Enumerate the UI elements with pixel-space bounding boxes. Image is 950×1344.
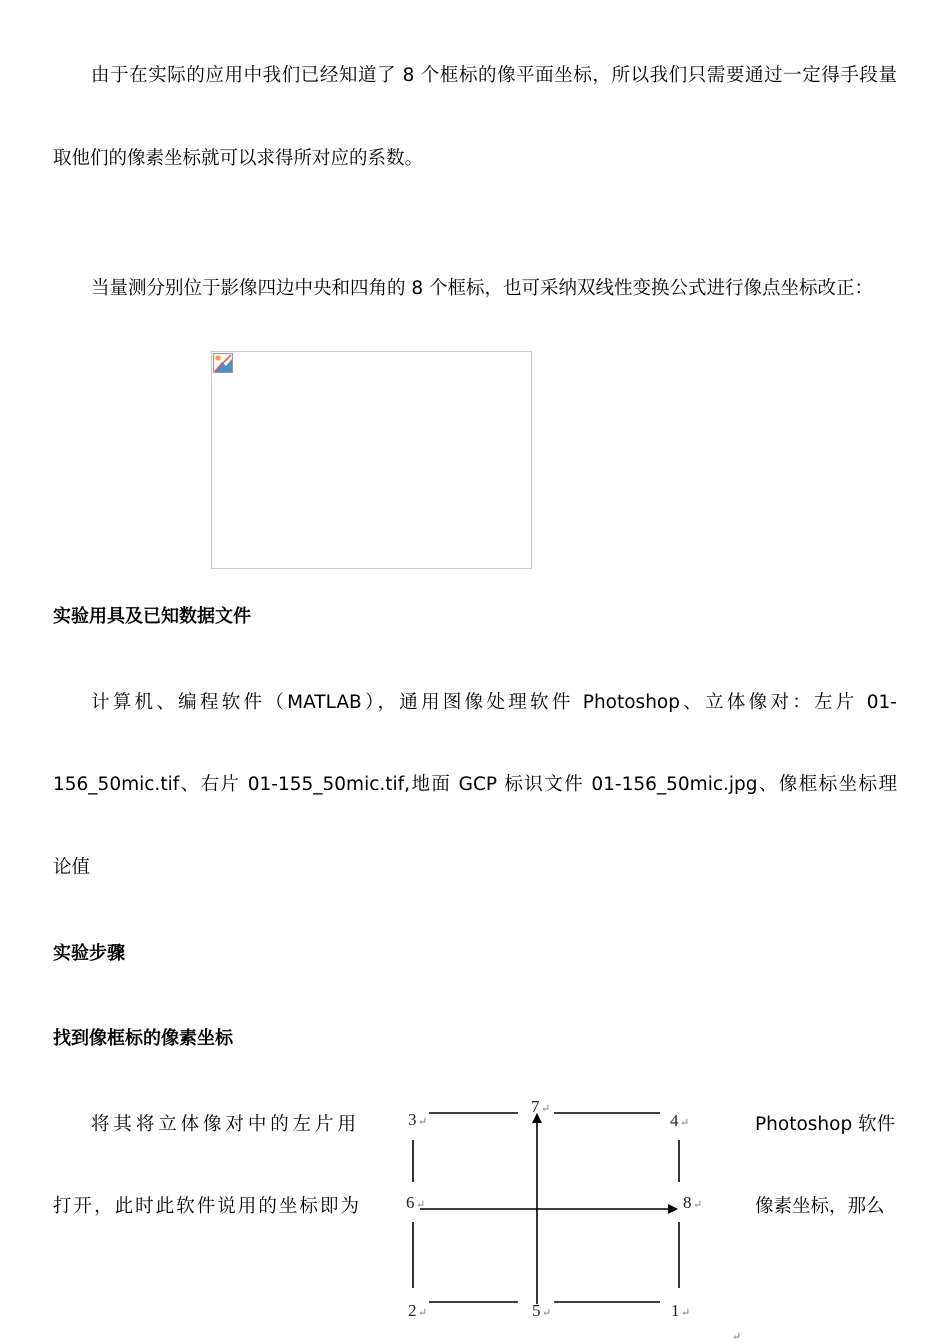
paragraph-3-line-3: 论值 [53,857,91,878]
heading-steps: 实验步骤 [53,943,125,964]
fiducial-label-8: 8 [683,1193,692,1212]
paragraph-4-left-line-2: 打开，此时此软件说用的坐标即为 [53,1196,359,1217]
paragraph-1-line-2: 取他们的像素坐标就可以求得所对应的系数。 [53,148,424,169]
return-mark: ↵ [693,1199,703,1211]
return-mark: ↵ [418,1307,428,1319]
paragraph-1-line-1: 由于在实际的应用中我们已经知道了 8 个框标的像平面坐标，所以我们只需要通过一定得手段量 [91,65,897,86]
broken-image-icon [213,353,233,373]
paragraph-2-line-1: 当量测分别位于影像四边中央和四角的 8 个框标，也可采纳双线性变换公式进行像点坐标改正： [91,278,874,299]
fiducial-label-1: 1 [671,1301,680,1320]
return-mark: ↵ [732,1331,742,1342]
return-mark: ↵ [542,1307,552,1319]
fiducial-label-2: 2 [408,1301,417,1320]
fiducial-label-7: 7 [531,1097,540,1116]
return-mark: ↵ [681,1307,691,1319]
heading-tools: 实验用具及已知数据文件 [53,606,251,627]
paragraph-3-line-1: 计算机、编程软件（MATLAB），通用图像处理软件 Photoshop、立体像对：左片 01- [91,692,897,713]
broken-image-placeholder [211,351,532,569]
return-mark: ↵ [418,1116,428,1128]
return-mark: ↵ [680,1117,690,1129]
paragraph-4-right-line-1: Photoshop 软件 [755,1114,896,1135]
heading-find-pixel-coordinates: 找到像框标的像素坐标 [53,1028,233,1049]
fiducial-label-5: 5 [532,1301,541,1320]
paragraph-3-line-2: 156_50mic.tif、右片 01-155_50mic.tif,地面 GCP 标识文件 01-156_50mic.jpg、像框标坐标理 [53,774,897,795]
fiducial-label-4: 4 [670,1111,679,1130]
return-mark: ↵ [541,1103,551,1115]
return-mark: ↵ [416,1199,426,1211]
fiducial-label-3: 3 [408,1110,417,1129]
paragraph-4-right-line-2: 像素坐标，那么 [755,1196,885,1217]
fiducial-label-6: 6 [406,1193,415,1212]
fiducial-mark-diagram [398,1092,748,1342]
paragraph-4-left-line-1: 将其将立体像对中的左片用 [91,1114,356,1135]
